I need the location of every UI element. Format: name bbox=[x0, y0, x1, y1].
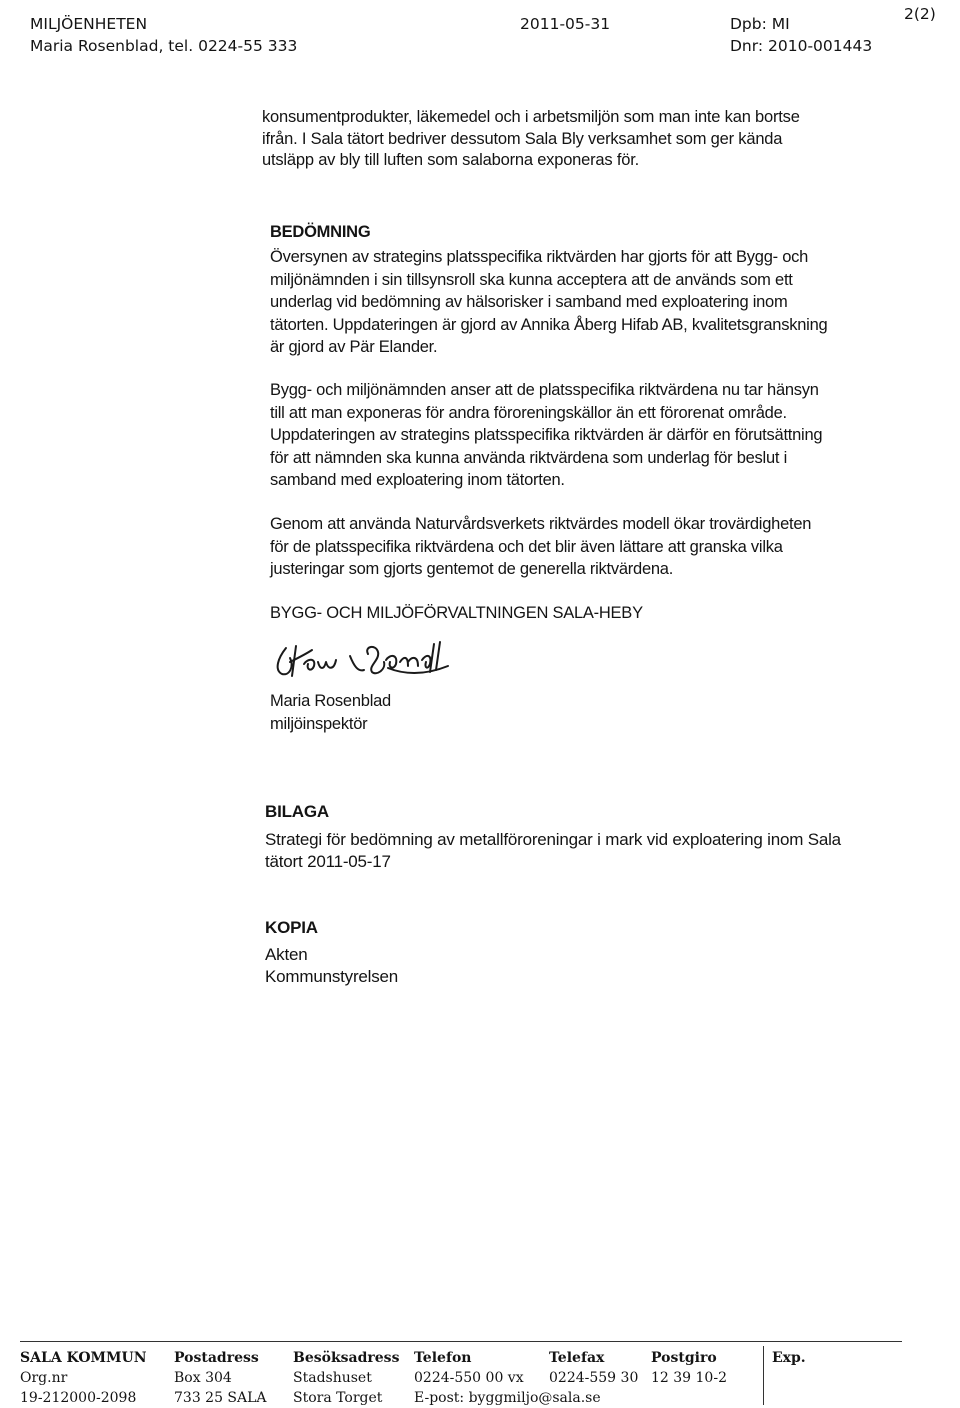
footer-postal-address bbox=[174, 1348, 267, 1408]
copy-heading: KOPIA bbox=[265, 918, 318, 937]
text-line: utsläpp av bly till luften som salaborna exponeras för. bbox=[262, 151, 639, 169]
recipient: Kommunstyrelsen bbox=[265, 967, 399, 986]
text-line: samband med exploatering inom tätorten. bbox=[270, 471, 565, 489]
footer-cell: 19-212000-2098 bbox=[20, 1390, 137, 1406]
text-line: tätort 2011-05-17 bbox=[265, 852, 391, 871]
footer-col-heading: Besöksadress bbox=[293, 1350, 400, 1366]
text-line: till att man exponeras för andra föroreningskällor än ett förorenat område. bbox=[270, 403, 787, 422]
text-line: miljönämnden i sin tillsynsroll ska kunna acceptera att de används som ett bbox=[270, 270, 793, 289]
footer-fax bbox=[549, 1348, 638, 1388]
text-line: justeringar som gjorts gentemot de generella riktvärdena. bbox=[270, 560, 674, 578]
footer-divider bbox=[20, 1341, 902, 1342]
signer-title: miljöinspektör bbox=[270, 715, 368, 733]
dnr-label: Dnr: 2010-001443 bbox=[730, 37, 873, 55]
handwritten-signature bbox=[268, 636, 468, 686]
footer-cell: Stadshuset bbox=[293, 1370, 372, 1386]
text-line: Uppdateringen av strategins platsspecifika riktvärden är därför en förutsättning bbox=[270, 426, 823, 444]
organization-name: BYGG- OCH MILJÖFÖRVALTNINGEN SALA-HEBY bbox=[270, 604, 643, 622]
copy-recipients bbox=[265, 944, 398, 988]
text-line: för de platsspecifika riktvärdena och det blir även lättare att granska vilka bbox=[270, 537, 783, 556]
text-line: Översynen av strategins platsspecifika riktvärden har gjorts för att Bygg- och bbox=[270, 248, 809, 266]
footer-cell: 12 39 10-2 bbox=[651, 1370, 727, 1386]
footer-cell: Org.nr bbox=[20, 1370, 68, 1386]
text-line: Genom att använda Naturvårdsverkets riktvärdes modell ökar trovärdigheten bbox=[270, 515, 812, 533]
footer-col-heading: Postadress bbox=[174, 1350, 259, 1366]
assessment-paragraph-3 bbox=[270, 513, 811, 581]
footer-col-heading: Telefax bbox=[549, 1350, 605, 1366]
footer-cell: 0224-550 00 vx bbox=[414, 1370, 524, 1386]
document-date: 2011-05-31 bbox=[520, 15, 611, 33]
page-number: 2(2) bbox=[904, 5, 936, 23]
text-line: konsumentprodukter, läkemedel och i arbetsmiljön som man inte kan bortse bbox=[262, 108, 800, 126]
footer-email: E-post: byggmiljo@sala.se bbox=[414, 1390, 601, 1406]
footer-col-heading: Exp. bbox=[772, 1350, 806, 1366]
department-name: MILJÖENHETEN bbox=[30, 15, 148, 33]
footer bbox=[20, 1348, 920, 1408]
text-line: är gjord av Pär Elander. bbox=[270, 338, 438, 356]
footer-col-heading: SALA KOMMUN bbox=[20, 1350, 147, 1366]
footer-cell: Box 304 bbox=[174, 1370, 232, 1386]
footer-exp bbox=[772, 1348, 806, 1368]
footer-cell: 733 25 SALA bbox=[174, 1390, 267, 1406]
text-line: Strategi för bedömning av metallföroreningar i mark vid exploatering inom Sala bbox=[265, 830, 841, 849]
text-line: tätorten. Uppdateringen är gjord av Annika Åberg Hifab AB, kvalitetsgranskning bbox=[270, 315, 828, 334]
footer-cell: 0224-559 30 bbox=[549, 1370, 639, 1386]
text-line: Bygg- och miljönämnden anser att de platsspecifika riktvärdena nu tar hänsyn bbox=[270, 381, 819, 399]
dpb-label: Dpb: MI bbox=[730, 15, 790, 33]
attachment-description bbox=[265, 829, 841, 873]
text-line: underlag vid bedömning av hälsorisker i samband med exploatering inom bbox=[270, 293, 788, 311]
footer-municipality bbox=[20, 1348, 147, 1408]
text-line: ifrån. I Sala tätort bedriver dessutom Sala Bly verksamhet som ger kända bbox=[262, 129, 783, 148]
footer-col-heading: Telefon bbox=[414, 1350, 472, 1366]
assessment-paragraph-1 bbox=[270, 246, 827, 359]
attachment-heading: BILAGA bbox=[265, 802, 329, 821]
footer-cell: Stora Torget bbox=[293, 1390, 383, 1406]
recipient: Akten bbox=[265, 945, 308, 964]
text-line: för att nämnden ska kunna använda riktvärdena som underlag för beslut i bbox=[270, 448, 787, 467]
intro-paragraph bbox=[262, 107, 800, 172]
footer-visiting-address bbox=[293, 1348, 399, 1408]
contact-line: Maria Rosenblad, tel. 0224-55 333 bbox=[30, 37, 298, 55]
footer-col-heading: Postgiro bbox=[651, 1350, 717, 1366]
footer-postgiro bbox=[651, 1348, 727, 1388]
assessment-paragraph-2 bbox=[270, 379, 822, 492]
signer-name: Maria Rosenblad bbox=[270, 692, 391, 710]
assessment-heading: BEDÖMNING bbox=[270, 223, 371, 241]
